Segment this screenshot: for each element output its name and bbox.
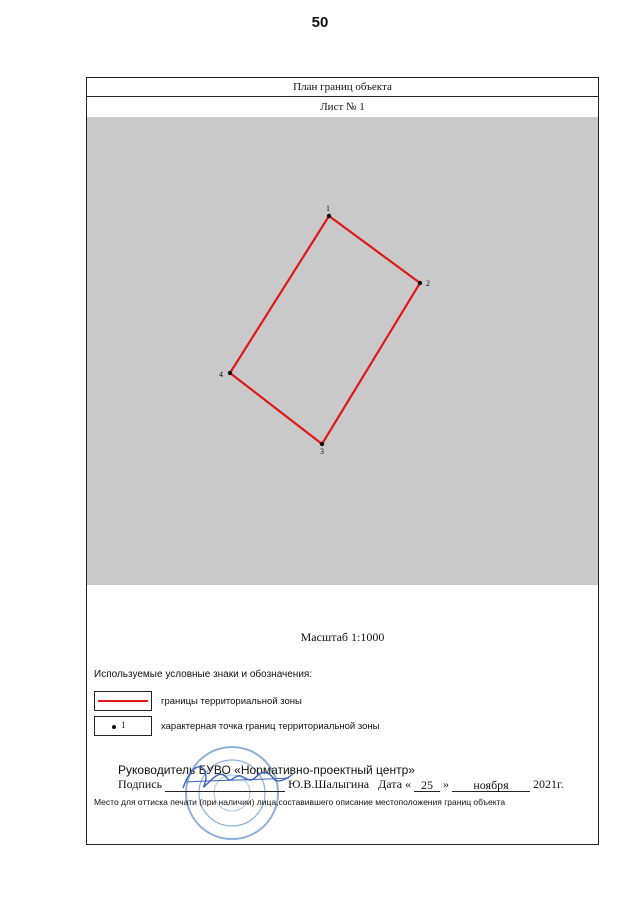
legend-boundary-symbol (94, 691, 152, 711)
legend-point-symbol (94, 716, 152, 736)
date-label: Дата « (378, 777, 412, 791)
map-point-3 (320, 442, 324, 446)
sheet-number: Лист № 1 (320, 101, 365, 113)
point-icon (112, 725, 116, 729)
page-number: 50 (311, 14, 329, 31)
legend-boundary-text: границы территориальной зоны (161, 696, 302, 707)
seal-place-note: Место для оттиска печати (при наличии) лица,составившего описание местоположения границ объекта (94, 797, 506, 807)
date-day: 25 (414, 778, 440, 792)
plan-frame (86, 77, 599, 845)
map-drawing (87, 117, 598, 585)
territorial-zone-boundary (230, 216, 420, 444)
signer-name: Ю.В.Шалыгина (288, 777, 370, 791)
date-year: 2021г. (533, 777, 564, 791)
boundary-map (87, 117, 598, 585)
map-point-label-1: 1 (326, 204, 330, 213)
red-line-icon (98, 700, 148, 702)
legend-title: Используемые условные знаки и обозначения: (94, 669, 313, 680)
plan-title: План границ объекта (87, 78, 598, 97)
map-point-2 (418, 281, 422, 285)
date-month: ноября (452, 778, 530, 792)
map-point-1 (327, 214, 331, 218)
sign-label: Подпись (118, 777, 163, 791)
map-point-4 (228, 371, 232, 375)
date-mid: » (443, 777, 450, 791)
handwritten-signature (177, 758, 297, 798)
map-scale: Масштаб 1:1000 (300, 630, 385, 644)
head-of-organization-label: Руководитель БУВО «Нормативно-проектный центр» (118, 763, 415, 777)
legend-point-text: характерная точка границ территориальной зоны (161, 721, 380, 732)
map-point-label-3: 3 (320, 447, 324, 456)
legend-point-number: 1 (121, 720, 126, 730)
map-point-label-4: 4 (219, 370, 223, 379)
map-point-label-2: 2 (426, 279, 430, 288)
